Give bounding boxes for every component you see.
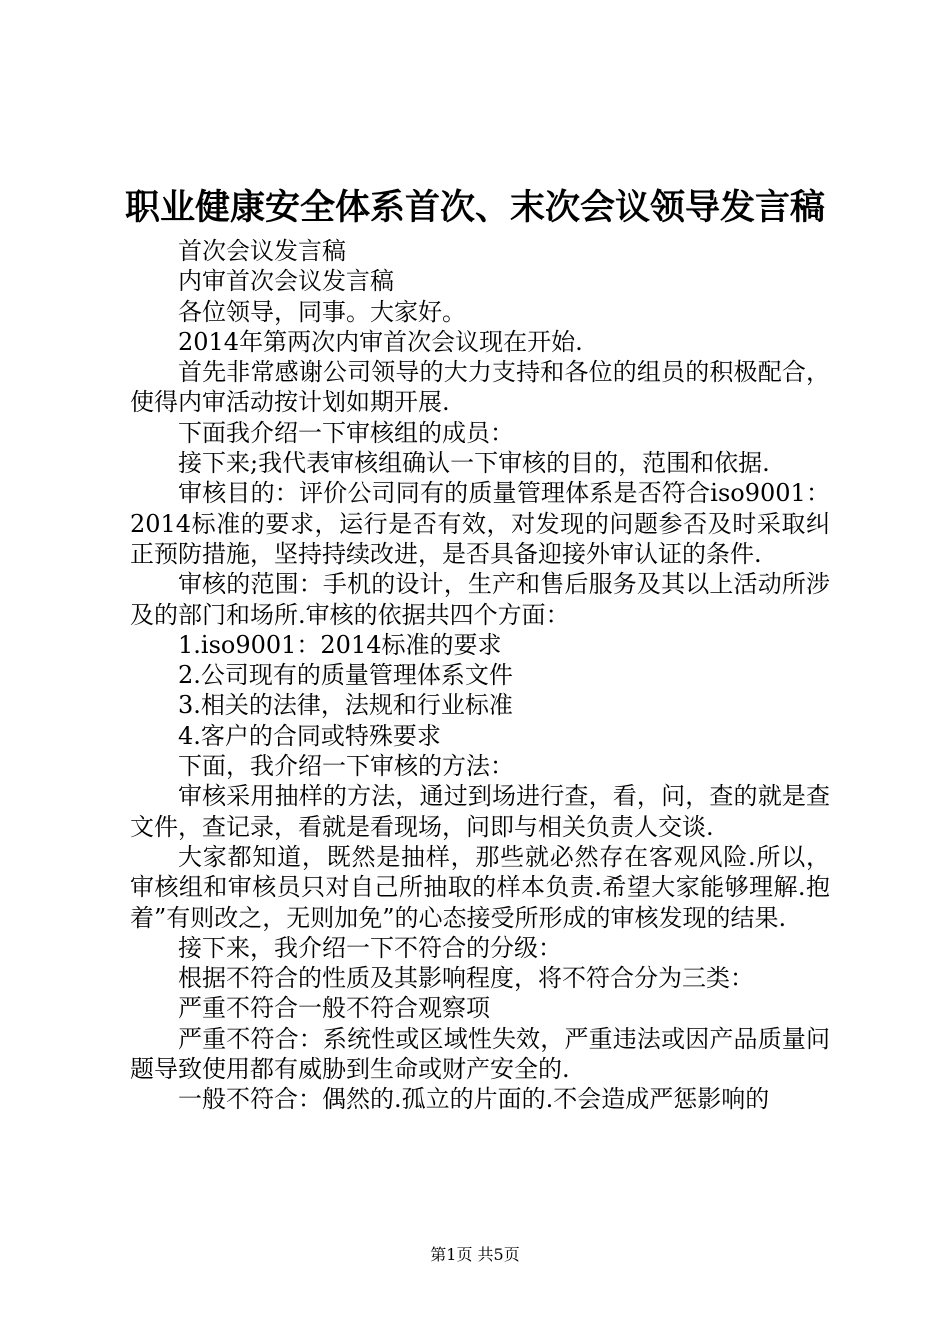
document-title: 职业健康安全体系首次、末次会议领导发言稿 [124,187,825,228]
document-body [130,236,830,1115]
paragraph: 各位领导，同事。大家好。 [178,297,466,326]
list-item: 4.客户的合同或特殊要求 [178,721,441,750]
paragraph: 首次会议发言稿 [178,237,346,265]
paragraph: 严重不符合：系统性或区域性失效，严重违法或因产品质量问题导致使用都有威胁到生命或财产安全的. [130,1024,830,1084]
paragraph: 接下来;我代表审核组确认一下审核的目的，范围和依据. [178,449,770,478]
list-item: 3.相关的法律，法规和行业标准 [178,691,513,720]
paragraph: 严重不符合一般不符合观察项 [178,994,490,1023]
paragraph: 接下来，我介绍一下不符合的分级： [178,933,562,962]
paragraph: 根据不符合的性质及其影响程度，将不符合分为三类： [178,964,754,993]
paragraph: 审核采用抽样的方法，通过到场进行查，看，问，查的就是查文件，查记录，看就是看现场，问即与相关负责人交谈. [130,782,830,841]
paragraph: 下面，我介绍一下审核的方法： [178,752,514,781]
paragraph: 审核目的：评价公司同有的质量管理体系是否符合iso9001：2014标准的要求，运行是否有效，对发现的问题参否及时采取纠正预防措施，坚持持续改进，是否具备迎接外审认证的条件. [130,479,830,568]
paragraph: 一般不符合：偶然的.孤立的片面的.不会造成严惩影响的 [178,1085,770,1114]
paragraph: 大家都知道，既然是抽样，那些就必然存在客观风险.所以，审核组和审核员只对自己所抽取的样本负责.希望大家能够理解.抱着”有则改之，无则加免”的心态接受所形成的审核发现的结果. [130,842,830,932]
list-item: 2.公司现有的质量管理体系文件 [178,661,513,690]
paragraph: 审核的范围：手机的设计，生产和售后服务及其以上活动所涉及的部门和场所.审核的依据共四个方面： [130,570,830,629]
paragraph: 内审首次会议发言稿 [178,267,394,296]
paragraph: 2014年第两次内审首次会议现在开始. [178,327,583,356]
list-item: 1.iso9001：2014标准的要求 [178,630,502,659]
page-footer: 第1页 共5页 [430,1245,520,1264]
paragraph: 首先非常感谢公司领导的大力支持和各位的组员的积极配合，使得内审活动按计划如期开展. [130,358,830,417]
paragraph: 下面我介绍一下审核组的成员： [178,418,514,447]
